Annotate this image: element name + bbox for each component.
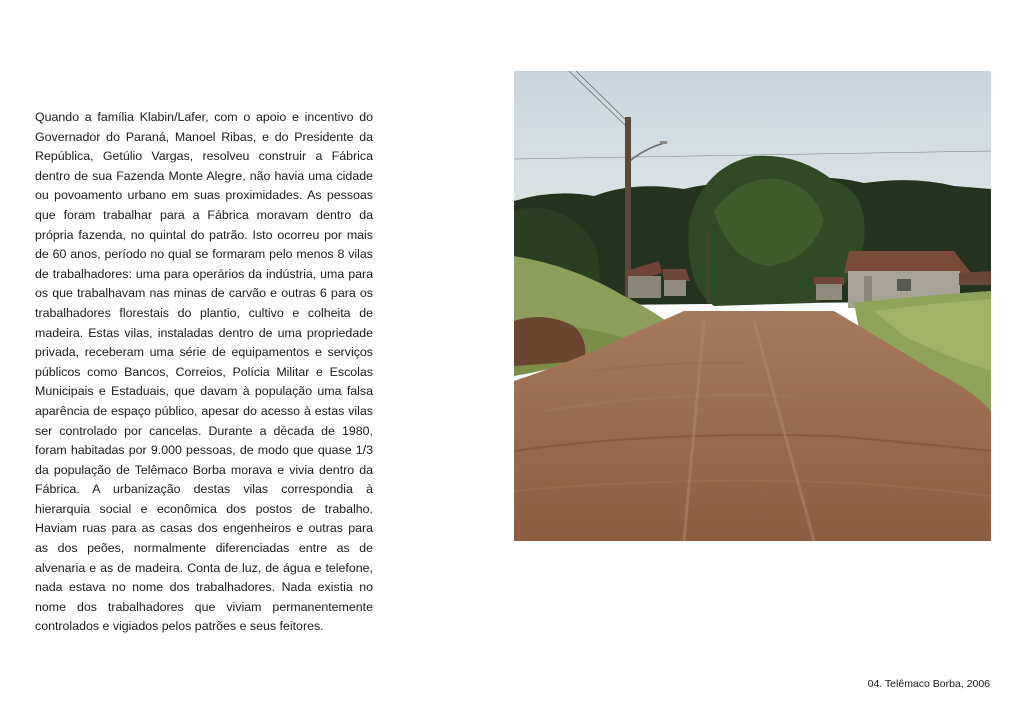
photo-caption: 04. Telêmaco Borba, 2006 <box>867 678 990 690</box>
body-text: Quando a família Klabin/Lafer, com o apoio e incentivo do Governador do Paraná, Manoel Ribas, e do Presidente da República, Getúlio Vargas, resolveu construir a Fábrica dentro de sua Fazenda Monte Alegre, não havia uma cidade ou povoamento urbano em suas proximidades. As pessoas que foram trabalhar para a Fábrica moravam dentro da própria fazenda, no quintal do patrão. Isto ocorreu por mais de 60 anos, período no qual se formaram pelo menos 8 vilas de trabalhadores: uma para operários da indústria, uma para os que trabalhavam nas minas de carvão e outras 6 para os trabalhadores florestais do plantio, cultivo e colheita de madeira. Estas vilas, instaladas dentro de uma propriedade privada, receberam uma série de equipamentos e serviços públicos como Bancos, Correios, Polícia Militar e Escolas Municipais e Estaduais, que davam à população uma falsa aparência de espaço público, apesar do acesso à estas vilas ser controlado por cancelas. Durante a década de 1980, foram habitadas por 9.000 pessoas, de modo que quase 1/3 da população de Telêmaco Borba morava e vivia dentro da Fábrica. A urbanização destas vilas correspondia à hierarquia social e econômica dos postos de trabalho. Haviam ruas para as casas dos engenheiros e outras para as dos peões, normalmente diferenciadas entre as de alvenaria e as de madeira. Conta de luz, de água e telefone, nada estava no nome dos trabalhadores. Nada existia no nome dos trabalhadores que viviam permanentemente controlados e vigiados pelos patrões e seus feitores. <box>35 110 373 634</box>
photo-dirt-road-village <box>514 71 991 541</box>
